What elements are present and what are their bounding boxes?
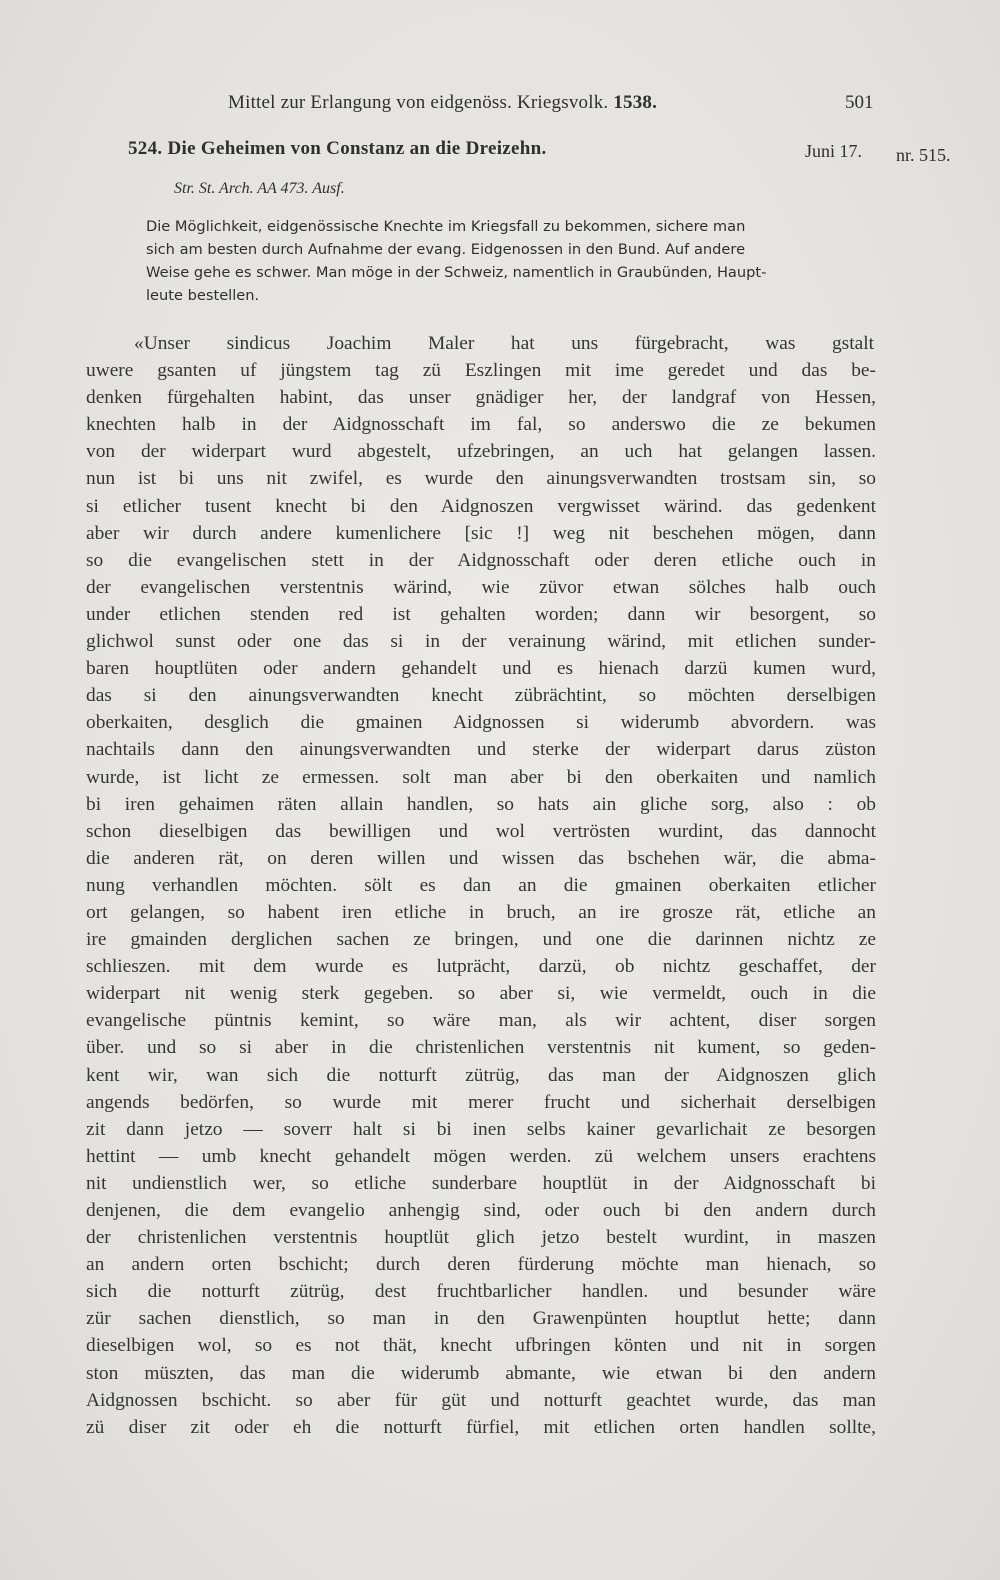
running-head-year: 1538. (613, 92, 658, 113)
body-line: knechten halb in der Aidgnosschaft im fal, so anderswo die ze bekumen (86, 414, 876, 436)
document-date: Juni 17. (805, 141, 863, 161)
summary-line: Weise gehe es schwer. Man möge in der Schweiz, namentlich in Graubünden, Haupt- (146, 264, 767, 281)
body-line: Aidgnossen bschicht. so aber für güt und notturft geachtet wurde, das man (86, 1389, 876, 1411)
body-line: aber wir durch andere kumenlichere [sic !] weg nit beschehen mögen, dann (86, 522, 876, 544)
body-line: sich die notturft zütrüg, dest fruchtbarlicher handlen. und besunder wäre (86, 1281, 876, 1303)
body-line: nit undienstlich wer, so etliche sunderbare houptlüt in der Aidgnosschaft bi (86, 1172, 876, 1194)
letter-body (86, 330, 876, 1441)
body-line: uwere gsanten uf jüngstem tag zü Eszlingen mit ime geredet und das be- (86, 360, 876, 382)
running-head (228, 92, 657, 114)
document-cross-reference: nr. 515. (896, 145, 951, 165)
body-line: ston müszten, das man die widerumb abmante, wie etwan bi den andern (86, 1362, 876, 1384)
body-line: baren houptlüten oder andern gehandelt und es hienach darzü kumen wurd, (86, 658, 876, 680)
document-summary (146, 215, 876, 307)
body-line: glichwol sunst oder one das si in der verainung wärind, mit etlichen sunder- (86, 631, 876, 653)
body-line: von der widerpart wurd abgestelt, ufzebringen, an uch hat gelangen lassen. (86, 441, 876, 463)
body-line: an andern orten bschicht; durch deren fürderung möchte man hienach, so (86, 1254, 876, 1276)
document-title: 524. Die Geheimen von Constanz an die Dreizehn. (128, 138, 547, 159)
body-line: über. und so si aber in die christenlichen verstentnis nit kument, so geden- (86, 1037, 876, 1059)
body-line: die anderen rät, on deren willen und wissen das bschehen wär, die abma- (86, 847, 876, 869)
body-line: der evangelischen verstentnis wärind, wie züvor etwan sölches halb ouch (86, 576, 876, 598)
body-line: dieselbigen wol, so es not thät, knecht ufbringen könten und nit in sorgen (86, 1335, 876, 1357)
archive-source: Str. St. Arch. AA 473. Ausf. (174, 180, 345, 197)
body-line: evangelische püntnis kemint, so wäre man, als wir achtent, diser sorgen (86, 1010, 876, 1032)
body-line: kent wir, wan sich die notturft zütrüg, das man der Aidgnoszen glich (86, 1064, 876, 1086)
running-head-title: Mittel zur Erlangung von eidgenöss. Kriegsvolk. (228, 92, 609, 113)
summary-line: sich am besten durch Aufnahme der evang. Eidgenossen in den Bund. Auf andere (146, 241, 746, 258)
body-line: nung verhandlen möchten. sölt es dan an die gmainen oberkaiten etlicher (86, 874, 876, 896)
body-line: nachtails dann den ainungsverwandten und sterke der widerpart darus züston (86, 739, 876, 761)
body-line: so die evangelischen stett in der Aidgnosschaft oder deren etliche ouch in (86, 549, 876, 571)
body-line: nun ist bi uns nit zwifel, es wurde den ainungsverwandten trostsam sin, so (86, 468, 876, 490)
summary-line: leute bestellen. (146, 287, 260, 304)
summary-line: Die Möglichkeit, eidgenössische Knechte im Kriegsfall zu bekommen, sichere man (146, 218, 746, 235)
body-line: ort gelangen, so habent iren etliche in bruch, an ire grosze rät, etliche an (86, 901, 876, 923)
body-line: denken fürgehalten habint, das unser gnädiger her, der landgraf von Hessen, (86, 387, 876, 409)
body-line: wurde, ist licht ze ermessen. solt man aber bi den oberkaiten und namlich (86, 766, 876, 788)
body-line: si etlicher tusent knecht bi den Aidgnoszen vergwisset wärind. das gedenkent (86, 495, 876, 517)
body-line: «Unser sindicus Joachim Maler hat uns fürgebracht, was gstalt (134, 333, 874, 354)
body-line: schlieszen. mit dem wurde es lutprächt, darzü, ob nichtz geschaffet, der (86, 956, 876, 978)
body-line: ire gmainden derglichen sachen ze bringen, und one die darinnen nichtz ze (86, 929, 876, 951)
page-number: 501 (845, 92, 874, 113)
body-line: zü diser zit oder eh die notturft fürfiel, mit etlichen orten handlen sollte, (86, 1416, 876, 1438)
body-line: widerpart nit wenig sterk gegeben. so aber si, wie vermeldt, ouch in die (86, 983, 876, 1005)
body-line: bi iren gehaimen räten allain handlen, so hats ain gliche sorg, also : ob (86, 793, 876, 815)
body-line: oberkaiten, desglich die gmainen Aidgnossen si widerumb abvordern. was (86, 712, 876, 734)
body-line: der christenlichen verstentnis houptlüt glich jetzo bestelt wurdint, in maszen (86, 1227, 876, 1249)
body-line: zit dann jetzo — soverr halt si bi inen selbs kainer gevarlichait ze besorgen (86, 1118, 876, 1140)
body-line: denjenen, die dem evangelio anhengig sind, oder ouch bi den andern durch (86, 1200, 876, 1221)
body-line: zür sachen dienstlich, so man in den Grawenpünten houptlut hette; dann (86, 1308, 876, 1330)
body-line: das si den ainungsverwandten knecht zübrächtint, so möchten derselbigen (86, 685, 876, 707)
body-line: schon dieselbigen das bewilligen und wol vertrösten wurdint, das dannocht (86, 820, 876, 842)
body-line: angends bedörfen, so wurde mit merer frucht und sicherhait derselbigen (86, 1091, 876, 1113)
body-line: hettint — umb knecht gehandelt mögen werden. zü welchem unsers erachtens (86, 1145, 876, 1167)
body-line: under etlichen stenden red ist gehalten worden; dann wir besorgent, so (86, 603, 876, 625)
